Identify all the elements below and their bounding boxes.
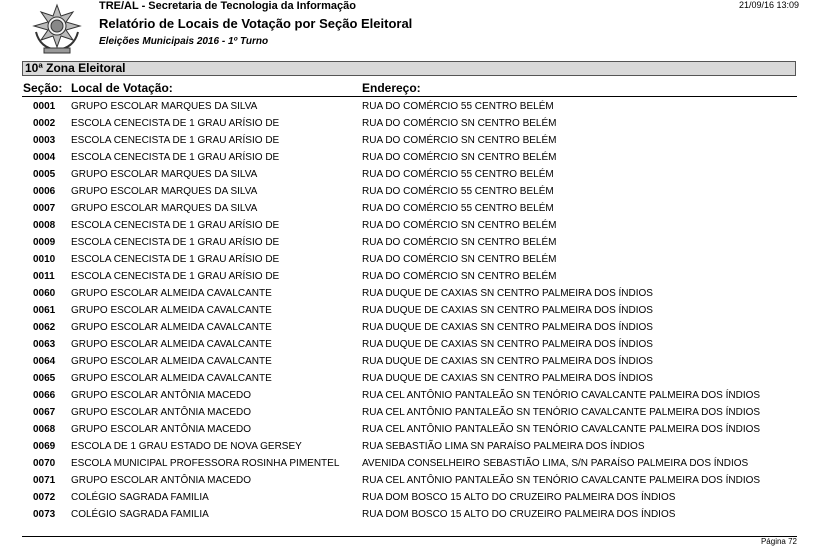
row-endereco: RUA DO COMÉRCIO 55 CENTRO BELÉM — [362, 203, 554, 214]
table-row — [0, 302, 825, 319]
row-endereco: RUA DUQUE DE CAXIAS SN CENTRO PALMEIRA DOS ÍNDIOS — [362, 373, 653, 384]
row-secao: 0068 — [33, 424, 56, 435]
row-secao: 0010 — [33, 254, 56, 265]
row-local: ESCOLA MUNICIPAL PROFESSORA ROSINHA PIMENTEL — [71, 458, 340, 469]
row-local: ESCOLA CENECISTA DE 1 GRAU ARÍSIO DE — [71, 220, 280, 231]
row-endereco: RUA DO COMÉRCIO SN CENTRO BELÉM — [362, 237, 557, 248]
row-local: GRUPO ESCOLAR MARQUES DA SILVA — [71, 203, 258, 214]
report-title: Relatório de Locais de Votação por Seção Eleitoral — [99, 16, 413, 31]
row-endereco: RUA DUQUE DE CAXIAS SN CENTRO PALMEIRA DOS ÍNDIOS — [362, 322, 653, 333]
row-endereco: AVENIDA CONSELHEIRO SEBASTIÃO LIMA, S/N PARAÍSO PALMEIRA DOS ÍNDIOS — [362, 458, 749, 469]
row-endereco: RUA CEL ANTÔNIO PANTALEÃO SN TENÓRIO CAVALCANTE PALMEIRA DOS ÍNDIOS — [362, 390, 761, 401]
row-secao: 0069 — [33, 441, 56, 452]
table-row — [0, 336, 825, 353]
row-local: ESCOLA CENECISTA DE 1 GRAU ARÍSIO DE — [71, 118, 280, 129]
row-secao: 0063 — [33, 339, 56, 350]
table-row — [0, 217, 825, 234]
row-local: GRUPO ESCOLAR ALMEIDA CAVALCANTE — [71, 339, 272, 350]
row-secao: 0061 — [33, 305, 56, 316]
table-row — [0, 353, 825, 370]
row-local: ESCOLA CENECISTA DE 1 GRAU ARÍSIO DE — [71, 152, 280, 163]
row-endereco: RUA SEBASTIÃO LIMA SN PARAÍSO PALMEIRA DOS ÍNDIOS — [362, 441, 645, 452]
section-table — [0, 98, 825, 523]
row-secao: 0064 — [33, 356, 56, 367]
table-row — [0, 132, 825, 149]
row-local: GRUPO ESCOLAR ANTÔNIA MACEDO — [71, 475, 252, 486]
row-secao: 0062 — [33, 322, 56, 333]
row-endereco: RUA DUQUE DE CAXIAS SN CENTRO PALMEIRA DOS ÍNDIOS — [362, 356, 653, 367]
table-row — [0, 183, 825, 200]
table-row — [0, 234, 825, 251]
row-endereco: RUA DUQUE DE CAXIAS SN CENTRO PALMEIRA DOS ÍNDIOS — [362, 288, 653, 299]
row-endereco: RUA DO COMÉRCIO 55 CENTRO BELÉM — [362, 186, 554, 197]
report-subtitle: Eleições Municipais 2016 - 1º Turno — [99, 36, 269, 47]
column-header-local: Local de Votação: — [71, 81, 173, 95]
row-endereco: RUA DUQUE DE CAXIAS SN CENTRO PALMEIRA DOS ÍNDIOS — [362, 305, 653, 316]
row-local: GRUPO ESCOLAR ALMEIDA CAVALCANTE — [71, 373, 272, 384]
table-row — [0, 489, 825, 506]
row-local: GRUPO ESCOLAR ANTÔNIA MACEDO — [71, 390, 252, 401]
row-local: GRUPO ESCOLAR ALMEIDA CAVALCANTE — [71, 305, 272, 316]
brasao-republica-icon — [28, 2, 86, 56]
row-secao: 0071 — [33, 475, 56, 486]
page-number: Página 72 — [760, 537, 797, 546]
table-row — [0, 166, 825, 183]
row-secao: 0066 — [33, 390, 56, 401]
column-header-secao: Seção: — [23, 81, 63, 95]
table-row — [0, 404, 825, 421]
row-local: ESCOLA CENECISTA DE 1 GRAU ARÍSIO DE — [71, 254, 280, 265]
table-row — [0, 98, 825, 115]
table-row — [0, 149, 825, 166]
table-row — [0, 115, 825, 132]
row-endereco: RUA DO COMÉRCIO SN CENTRO BELÉM — [362, 135, 557, 146]
row-local: GRUPO ESCOLAR ALMEIDA CAVALCANTE — [71, 288, 272, 299]
organization-name: TRE/AL - Secretaria de Tecnologia da Informação — [99, 0, 356, 12]
table-row — [0, 251, 825, 268]
row-endereco: RUA DO COMÉRCIO SN CENTRO BELÉM — [362, 220, 557, 231]
row-endereco: RUA DOM BOSCO 15 ALTO DO CRUZEIRO PALMEIRA DOS ÍNDIOS — [362, 492, 676, 503]
row-endereco: RUA CEL ANTÔNIO PANTALEÃO SN TENÓRIO CAVALCANTE PALMEIRA DOS ÍNDIOS — [362, 407, 761, 418]
row-endereco: RUA DO COMÉRCIO SN CENTRO BELÉM — [362, 254, 557, 265]
row-local: COLÉGIO SAGRADA FAMILIA — [71, 492, 209, 503]
row-secao: 0073 — [33, 509, 56, 520]
row-local: GRUPO ESCOLAR ANTÔNIA MACEDO — [71, 424, 252, 435]
row-endereco: RUA CEL ANTÔNIO PANTALEÃO SN TENÓRIO CAVALCANTE PALMEIRA DOS ÍNDIOS — [362, 424, 761, 435]
row-local: ESCOLA CENECISTA DE 1 GRAU ARÍSIO DE — [71, 237, 280, 248]
table-row — [0, 285, 825, 302]
row-secao: 0060 — [33, 288, 56, 299]
row-local: GRUPO ESCOLAR MARQUES DA SILVA — [71, 101, 258, 112]
row-secao: 0070 — [33, 458, 56, 469]
row-secao: 0001 — [33, 101, 56, 112]
row-local: ESCOLA CENECISTA DE 1 GRAU ARÍSIO DE — [71, 271, 280, 282]
row-local: ESCOLA DE 1 GRAU ESTADO DE NOVA GERSEY — [71, 441, 302, 452]
row-endereco: RUA DO COMÉRCIO SN CENTRO BELÉM — [362, 152, 557, 163]
row-endereco: RUA DO COMÉRCIO 55 CENTRO BELÉM — [362, 101, 554, 112]
row-endereco: RUA DOM BOSCO 15 ALTO DO CRUZEIRO PALMEIRA DOS ÍNDIOS — [362, 509, 676, 520]
zone-title: 10ª Zona Eleitoral — [22, 61, 796, 76]
table-row — [0, 506, 825, 523]
row-local: GRUPO ESCOLAR ALMEIDA CAVALCANTE — [71, 356, 272, 367]
row-endereco: RUA DO COMÉRCIO 55 CENTRO BELÉM — [362, 169, 554, 180]
row-local: COLÉGIO SAGRADA FAMILIA — [71, 509, 209, 520]
row-secao: 0067 — [33, 407, 56, 418]
table-row — [0, 387, 825, 404]
row-endereco: RUA DUQUE DE CAXIAS SN CENTRO PALMEIRA DOS ÍNDIOS — [362, 339, 653, 350]
row-secao: 0065 — [33, 373, 56, 384]
table-row — [0, 455, 825, 472]
row-secao: 0006 — [33, 186, 56, 197]
row-secao: 0005 — [33, 169, 56, 180]
row-secao: 0002 — [33, 118, 56, 129]
table-row — [0, 438, 825, 455]
row-local: GRUPO ESCOLAR ANTÔNIA MACEDO — [71, 407, 252, 418]
table-row — [0, 200, 825, 217]
row-secao: 0072 — [33, 492, 56, 503]
row-endereco: RUA CEL ANTÔNIO PANTALEÃO SN TENÓRIO CAVALCANTE PALMEIRA DOS ÍNDIOS — [362, 475, 761, 486]
header-divider — [22, 96, 797, 97]
row-local: GRUPO ESCOLAR MARQUES DA SILVA — [71, 169, 258, 180]
footer-divider — [22, 536, 797, 537]
row-secao: 0004 — [33, 152, 56, 163]
table-row — [0, 472, 825, 489]
row-endereco: RUA DO COMÉRCIO SN CENTRO BELÉM — [362, 271, 557, 282]
table-row — [0, 421, 825, 438]
table-row — [0, 319, 825, 336]
row-endereco: RUA DO COMÉRCIO SN CENTRO BELÉM — [362, 118, 557, 129]
row-secao: 0008 — [33, 220, 56, 231]
print-date: 21/09/16 13:09 — [738, 0, 799, 10]
table-row — [0, 370, 825, 387]
row-secao: 0011 — [33, 271, 55, 282]
table-row — [0, 268, 825, 285]
row-local: GRUPO ESCOLAR MARQUES DA SILVA — [71, 186, 258, 197]
row-secao: 0007 — [33, 203, 56, 214]
column-header-endereco: Endereço: — [362, 81, 421, 95]
row-local: ESCOLA CENECISTA DE 1 GRAU ARÍSIO DE — [71, 135, 280, 146]
row-secao: 0003 — [33, 135, 56, 146]
row-secao: 0009 — [33, 237, 56, 248]
row-local: GRUPO ESCOLAR ALMEIDA CAVALCANTE — [71, 322, 272, 333]
